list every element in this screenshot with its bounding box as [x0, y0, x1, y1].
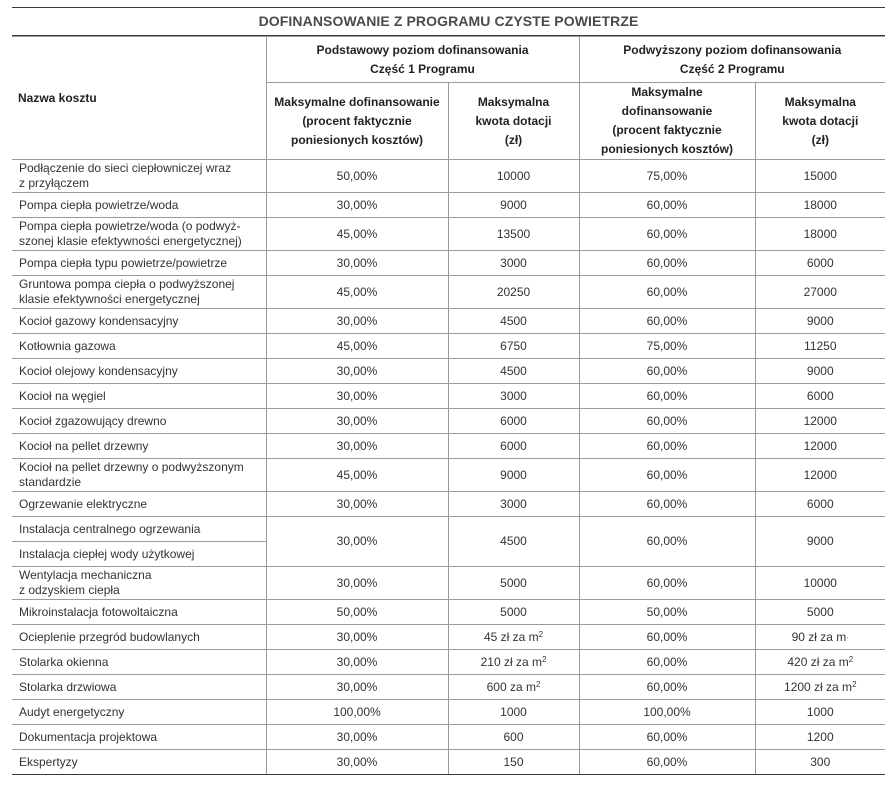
header-cost-name: Nazwa kosztu [12, 37, 266, 160]
unit-superscript: ˌ [846, 629, 849, 639]
cost-name-line: klasie efektywności energetycznej [19, 292, 200, 306]
basic-percent-cell [266, 459, 448, 492]
unit-superscript: 2 [535, 679, 541, 689]
header-raised-level [579, 37, 885, 83]
basic-percent-cell-text: 30,00% [336, 313, 378, 328]
raised-percent-cell-text: 60,00% [646, 255, 688, 270]
raised-percent-cell-text: 100,00% [643, 704, 691, 719]
raised-percent-cell-text: 60,00% [646, 388, 688, 403]
table-row [12, 517, 885, 542]
raised-amount-cell [755, 492, 885, 517]
basic-amount-cell-text: 10000 [496, 168, 531, 183]
cost-name-cell [12, 334, 266, 359]
table-row [12, 567, 885, 600]
cost-name-line: z odzyskiem ciepła [19, 583, 120, 597]
raised-percent-cell [579, 517, 755, 567]
raised-percent-cell [579, 193, 755, 218]
raised-amount-cell [755, 567, 885, 600]
cost-name-cell [12, 434, 266, 459]
basic-percent-cell-text: 30,00% [336, 575, 378, 590]
cost-name-cell [12, 251, 266, 276]
basic-amount-cell-text: 210 zł za m [480, 654, 542, 669]
raised-percent-cell [579, 384, 755, 409]
basic-amount-cell [448, 492, 579, 517]
cost-name-line: Pompa ciepła typu powietrze/powietrze [19, 255, 228, 270]
basic-percent-cell-text: 45,00% [336, 467, 378, 482]
basic-amount-cell [448, 600, 579, 625]
cost-name-line: Gruntowa pompa ciepła o podwyższonej [19, 277, 235, 291]
raised-amount-cell [755, 334, 885, 359]
cost-name-line: Podłączenie do sieci ciepłowniczej wraz [19, 161, 232, 175]
basic-amount-cell-text: 3000 [500, 255, 527, 270]
basic-percent-cell [266, 251, 448, 276]
cost-name-cell [12, 459, 266, 492]
header-amt-line: Maksymalna [477, 94, 550, 109]
raised-amount-cell-text: 11250 [804, 338, 837, 353]
table-row [12, 359, 885, 384]
cost-name-line: Dokumentacja projektowa [19, 729, 158, 744]
table-row [12, 600, 885, 625]
basic-percent-cell [266, 193, 448, 218]
cost-name-line: Kocioł na pellet drzewny [19, 438, 149, 453]
raised-percent-cell-text: 60,00% [646, 226, 688, 241]
table-row [12, 459, 885, 492]
cost-name-cell [12, 750, 266, 775]
basic-percent-cell-text: 45,00% [336, 226, 378, 241]
basic-amount-cell-text: 3000 [500, 388, 527, 403]
raised-amount-cell [755, 625, 885, 650]
basic-amount-cell [448, 218, 579, 251]
raised-amount-cell-text: 6000 [806, 496, 834, 511]
basic-percent-cell-text: 30,00% [336, 438, 378, 453]
table-row [12, 492, 885, 517]
raised-percent-cell-text: 60,00% [646, 629, 688, 644]
raised-percent-cell-text: 60,00% [646, 284, 688, 299]
table-row [12, 160, 885, 193]
table-row [12, 434, 885, 459]
basic-amount-cell-text: 5000 [500, 575, 527, 590]
header-raised-line2: Część 2 Programu [679, 61, 785, 76]
basic-percent-cell-text: 50,00% [336, 604, 378, 619]
raised-percent-cell-text: 50,00% [646, 604, 688, 619]
basic-percent-cell-text: 30,00% [336, 629, 378, 644]
basic-percent-cell [266, 750, 448, 775]
basic-percent-cell-text: 30,00% [336, 754, 378, 769]
raised-percent-cell-text: 75,00% [646, 168, 688, 183]
basic-amount-cell-text: 5000 [500, 604, 527, 619]
basic-amount-cell [448, 276, 579, 309]
raised-amount-cell [755, 276, 885, 309]
basic-amount-cell [448, 700, 579, 725]
basic-amount-cell [448, 309, 579, 334]
raised-amount-cell-text: 12000 [803, 467, 837, 482]
cost-name-cell [12, 384, 266, 409]
cost-name-cell [12, 193, 266, 218]
cost-name-line: Audyt energetyczny [19, 704, 125, 719]
basic-percent-cell [266, 434, 448, 459]
table-row [12, 650, 885, 675]
header-raised-line1: Podwyższony poziom dofinansowania [623, 42, 842, 57]
basic-amount-cell-text: 45 zł za m [483, 629, 539, 644]
header-raised-amount [755, 83, 885, 160]
basic-percent-cell-text: 30,00% [336, 534, 378, 548]
basic-amount-cell-text: 9000 [500, 197, 527, 212]
cost-name-line: Ekspertyzy [19, 754, 78, 769]
header-pct-line: Maksymalne dofinansowanie [621, 85, 713, 118]
header-basic-percent [266, 83, 448, 160]
raised-percent-cell [579, 725, 755, 750]
raised-amount-cell [755, 409, 885, 434]
cost-name-line: Wentylacja mechaniczna [19, 568, 152, 582]
basic-amount-cell-text: 1000 [500, 704, 527, 719]
raised-percent-cell [579, 434, 755, 459]
basic-amount-cell [448, 625, 579, 650]
cost-name-cell [12, 542, 266, 567]
cost-name-line: Kocioł na węgiel [19, 388, 106, 403]
table-row [12, 251, 885, 276]
basic-percent-cell [266, 409, 448, 434]
raised-amount-cell [755, 459, 885, 492]
basic-percent-cell [266, 650, 448, 675]
basic-amount-cell-text: 4500 [500, 363, 527, 378]
basic-amount-cell-text: 4500 [500, 313, 527, 328]
raised-percent-cell [579, 409, 755, 434]
raised-percent-cell [579, 600, 755, 625]
basic-percent-cell [266, 700, 448, 725]
header-basic-level [266, 37, 579, 83]
raised-amount-cell-text: 12000 [803, 438, 837, 453]
raised-amount-cell-text: 9000 [806, 534, 834, 548]
header-amt-line: Maksymalna [784, 94, 856, 109]
cost-name-line: szonej klasie efektywności energetycznej) [19, 234, 242, 248]
raised-amount-cell [755, 750, 885, 775]
cost-name-cell [12, 675, 266, 700]
unit-superscript: 2 [541, 654, 547, 664]
basic-percent-cell [266, 160, 448, 193]
raised-percent-cell-text: 60,00% [646, 754, 688, 769]
unit-superscript: 2 [852, 679, 857, 689]
raised-amount-cell-text: 9000 [806, 363, 834, 378]
table-row [12, 725, 885, 750]
raised-amount-cell [755, 218, 885, 251]
table-row [12, 675, 885, 700]
cost-name-line: Kocioł na pellet drzewny o podwyższonym [19, 460, 244, 474]
raised-percent-cell [579, 650, 755, 675]
header-basic-amount [448, 83, 579, 160]
header-pct-line: (procent faktycznie [612, 123, 722, 137]
basic-percent-cell [266, 625, 448, 650]
basic-percent-cell-text: 30,00% [336, 679, 378, 694]
basic-percent-cell-text: 45,00% [336, 284, 378, 299]
raised-percent-cell [579, 276, 755, 309]
basic-percent-cell [266, 675, 448, 700]
raised-amount-cell [755, 725, 885, 750]
unit-superscript: 2 [538, 629, 544, 639]
cost-name-cell [12, 725, 266, 750]
table-row [12, 625, 885, 650]
basic-percent-cell-text: 100,00% [333, 704, 381, 719]
basic-amount-cell [448, 675, 579, 700]
basic-percent-cell [266, 309, 448, 334]
raised-percent-cell [579, 218, 755, 251]
raised-percent-cell [579, 567, 755, 600]
basic-percent-cell [266, 334, 448, 359]
raised-percent-cell [579, 309, 755, 334]
raised-percent-cell-text: 60,00% [646, 496, 688, 511]
raised-amount-cell-text: 6000 [806, 388, 834, 403]
raised-amount-cell [755, 650, 885, 675]
cost-name-line: Pompa ciepła powietrze/woda [19, 197, 179, 212]
table-row [12, 334, 885, 359]
basic-percent-cell [266, 517, 448, 567]
header-pct-line: (procent faktycznie [302, 113, 412, 128]
raised-amount-cell [755, 309, 885, 334]
raised-percent-cell [579, 251, 755, 276]
basic-percent-cell-text: 30,00% [336, 413, 378, 428]
raised-amount-cell [755, 193, 885, 218]
table-row [12, 193, 885, 218]
table-row [12, 700, 885, 725]
cost-name-line: Stolarka okienna [19, 654, 109, 669]
cost-name-line: Pompa ciepła powietrze/woda (o podwyż- [19, 219, 241, 233]
raised-amount-cell [755, 359, 885, 384]
table-row [12, 276, 885, 309]
cost-name-cell [12, 700, 266, 725]
cost-name-cell [12, 276, 266, 309]
raised-percent-cell [579, 160, 755, 193]
basic-percent-cell [266, 600, 448, 625]
table-row [12, 409, 885, 434]
cost-name-cell [12, 517, 266, 542]
raised-amount-cell-text: 1200 zł za m [784, 679, 853, 694]
raised-amount-cell-text: 1000 [806, 704, 834, 719]
raised-amount-cell [755, 600, 885, 625]
basic-amount-cell-text: 3000 [500, 496, 527, 511]
basic-amount-cell-text: 150 [503, 754, 524, 769]
raised-amount-cell-text: 5000 [806, 604, 834, 619]
cost-name-line: Kocioł zgazowujący drewno [19, 413, 167, 428]
header-raised-percent [579, 83, 755, 160]
raised-amount-cell [755, 251, 885, 276]
table-title: DOFINANSOWANIE Z PROGRAMU CZYSTE POWIETRZE [12, 7, 885, 36]
basic-amount-cell [448, 650, 579, 675]
cost-name-cell [12, 492, 266, 517]
table-row [12, 218, 885, 251]
basic-amount-cell [448, 409, 579, 434]
raised-percent-cell [579, 750, 755, 775]
basic-amount-cell-text: 600 za m [486, 679, 536, 694]
cost-name-line: z przyłączem [19, 176, 90, 190]
basic-amount-cell-text: 6000 [500, 438, 527, 453]
basic-percent-cell-text: 30,00% [336, 654, 378, 669]
basic-percent-cell-text: 30,00% [336, 388, 378, 403]
basic-amount-cell [448, 434, 579, 459]
raised-percent-cell-text: 75,00% [646, 338, 688, 353]
table-body [12, 160, 885, 775]
basic-amount-cell [448, 384, 579, 409]
raised-amount-cell [755, 517, 885, 567]
raised-amount-cell-text: 27000 [803, 284, 837, 299]
raised-percent-cell-text: 60,00% [646, 467, 688, 482]
raised-percent-cell [579, 334, 755, 359]
unit-superscript: 2 [848, 654, 854, 664]
raised-amount-cell-text: 18000 [803, 226, 837, 241]
cost-name-cell [12, 359, 266, 384]
cost-name-line: Ocieplenie przegród budowlanych [19, 629, 200, 644]
basic-percent-cell [266, 492, 448, 517]
raised-percent-cell-text: 60,00% [646, 534, 688, 548]
raised-percent-cell [579, 459, 755, 492]
cost-name-cell [12, 600, 266, 625]
basic-amount-cell-text: 600 [503, 729, 524, 744]
basic-percent-cell [266, 384, 448, 409]
cost-name-cell [12, 160, 266, 193]
raised-amount-cell-text: 18000 [803, 197, 837, 212]
header-pct-line: Maksymalne dofinansowanie [274, 94, 440, 109]
cost-name-line: Instalacja ciepłej wody użytkowej [19, 546, 195, 561]
cost-name-line: Ogrzewanie elektryczne [19, 496, 148, 511]
raised-percent-cell-text: 60,00% [646, 363, 688, 378]
header-basic-line1: Podstawowy poziom dofinansowania [316, 42, 529, 57]
basic-amount-cell [448, 567, 579, 600]
raised-amount-cell-text: 1200 [806, 729, 834, 744]
raised-amount-cell-text: 9000 [806, 313, 834, 328]
raised-amount-cell [755, 700, 885, 725]
basic-percent-cell-text: 30,00% [336, 363, 378, 378]
header-amt-line: kwota dotacji [475, 113, 552, 128]
basic-amount-cell-text: 13500 [496, 226, 531, 241]
basic-percent-cell [266, 359, 448, 384]
cost-name-cell [12, 409, 266, 434]
table-row [12, 309, 885, 334]
subsidy-table-container [12, 7, 885, 775]
raised-amount-cell-text: 15000 [803, 168, 837, 183]
basic-amount-cell [448, 160, 579, 193]
raised-percent-cell-text: 60,00% [646, 654, 688, 669]
raised-percent-cell-text: 60,00% [646, 438, 688, 453]
basic-percent-cell-text: 30,00% [336, 255, 378, 270]
basic-percent-cell [266, 567, 448, 600]
header-basic-line2: Część 1 Programu [370, 61, 475, 76]
raised-percent-cell-text: 60,00% [646, 679, 688, 694]
raised-amount-cell [755, 384, 885, 409]
raised-amount-cell [755, 675, 885, 700]
cost-name-line: Kocioł olejowy kondensacyjny [19, 363, 178, 378]
basic-amount-cell-text: 9000 [500, 467, 527, 482]
basic-amount-cell [448, 359, 579, 384]
basic-amount-cell [448, 517, 579, 567]
basic-amount-cell [448, 750, 579, 775]
raised-percent-cell [579, 675, 755, 700]
cost-name-cell [12, 567, 266, 600]
raised-percent-cell [579, 359, 755, 384]
header-amt-line: (zł) [504, 132, 523, 147]
basic-percent-cell [266, 725, 448, 750]
raised-amount-cell-text: 420 zł za m [787, 654, 849, 669]
cost-name-line: Instalacja centralnego ogrzewania [19, 521, 201, 536]
cost-name-line: Stolarka drzwiowa [19, 679, 117, 694]
basic-percent-cell-text: 45,00% [336, 338, 378, 353]
subsidy-table [12, 36, 885, 775]
basic-amount-cell-text: 6000 [500, 413, 527, 428]
raised-percent-cell-text: 60,00% [646, 197, 688, 212]
raised-percent-cell [579, 625, 755, 650]
header-amt-line: (zł) [811, 132, 829, 147]
table-row [12, 384, 885, 409]
raised-percent-cell-text: 60,00% [646, 575, 688, 590]
cost-name-line: Kocioł gazowy kondensacyjny [19, 313, 179, 328]
basic-amount-cell-text: 6750 [500, 338, 527, 353]
raised-amount-cell [755, 434, 885, 459]
basic-amount-cell [448, 334, 579, 359]
cost-name-line: standardzie [19, 475, 82, 489]
basic-amount-cell [448, 251, 579, 276]
raised-percent-cell [579, 700, 755, 725]
basic-percent-cell-text: 50,00% [336, 168, 378, 183]
cost-name-cell [12, 218, 266, 251]
raised-percent-cell-text: 60,00% [646, 413, 688, 428]
cost-name-line: Mikroinstalacja fotowoltaiczna [19, 604, 178, 619]
basic-percent-cell [266, 218, 448, 251]
basic-percent-cell [266, 276, 448, 309]
raised-amount-cell-text: 12000 [803, 413, 837, 428]
header-pct-line: poniesionych kosztów) [601, 142, 734, 156]
table-row [12, 750, 885, 775]
raised-percent-cell [579, 492, 755, 517]
raised-percent-cell-text: 60,00% [646, 313, 688, 328]
basic-amount-cell [448, 459, 579, 492]
raised-amount-cell [755, 160, 885, 193]
raised-amount-cell-text: 10000 [803, 575, 837, 590]
header-amt-line: kwota dotacji [782, 113, 859, 128]
raised-amount-cell-text: 300 [810, 754, 831, 769]
cost-name-cell [12, 650, 266, 675]
basic-amount-cell-text: 4500 [500, 534, 527, 548]
cost-name-cell [12, 309, 266, 334]
raised-percent-cell-text: 60,00% [646, 729, 688, 744]
cost-name-line: Kotłownia gazowa [19, 338, 116, 353]
basic-amount-cell-text: 20250 [496, 284, 531, 299]
cost-name-cell [12, 625, 266, 650]
basic-amount-cell [448, 725, 579, 750]
raised-amount-cell-text: 90 zł za m [791, 629, 847, 644]
basic-percent-cell-text: 30,00% [336, 729, 378, 744]
header-pct-line: poniesionych kosztów) [290, 132, 423, 147]
basic-amount-cell [448, 193, 579, 218]
raised-amount-cell-text: 6000 [806, 255, 834, 270]
basic-percent-cell-text: 30,00% [336, 496, 378, 511]
basic-percent-cell-text: 30,00% [336, 197, 378, 212]
